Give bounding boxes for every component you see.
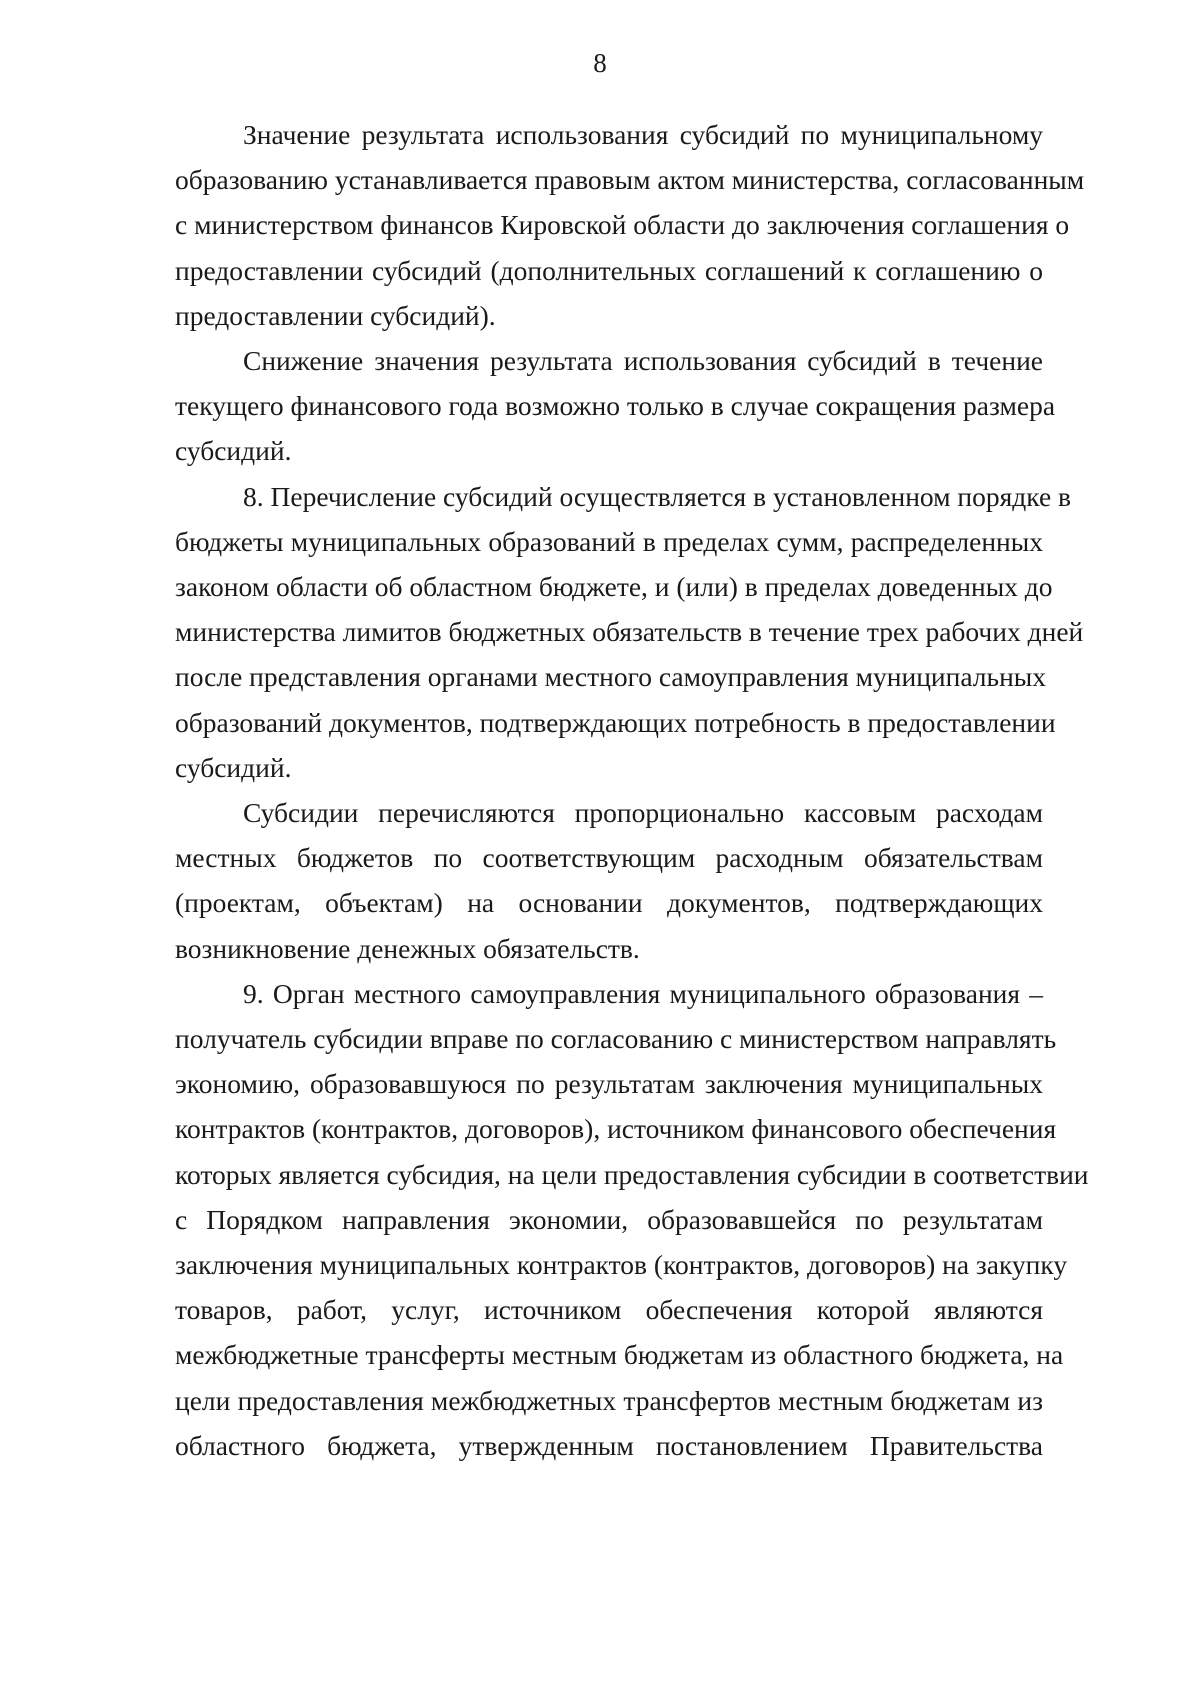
text-line: текущего финансового года возможно только в случае сокращения размера bbox=[175, 390, 1056, 422]
text-line: 9. Орган местного самоуправления муниципального образования – bbox=[243, 977, 1043, 1009]
text-line: контрактов (контрактов, договоров), источником финансового обеспечения bbox=[175, 1113, 1057, 1145]
text-line: (проектам, объектам) на основании документов, подтверждающих bbox=[175, 887, 1043, 919]
text-line: получатель субсидии вправе по согласованию с министерством направлять bbox=[175, 1023, 1057, 1055]
text-line: которых является субсидия, на цели предоставления субсидии в соответствии bbox=[175, 1158, 1089, 1190]
text-line: цели предоставления межбюджетных трансфертов местным бюджетам из bbox=[175, 1384, 1043, 1416]
text-line: Значение результата использования субсидий по муниципальному bbox=[243, 119, 1043, 150]
text-line: товаров, работ, услуг, источником обеспечения которой являются bbox=[175, 1294, 1043, 1326]
text-line: Снижение значения результата использования субсидий в течение bbox=[243, 345, 1043, 377]
text-line: местных бюджетов по соответствующим расходным обязательствам bbox=[175, 842, 1043, 874]
text-line: 8. Перечисление субсидий осуществляется в установленном порядке в bbox=[243, 480, 1072, 512]
text-line: заключения муниципальных контрактов (контрактов, договоров) на закупку bbox=[175, 1249, 1068, 1281]
text-line: образований документов, подтверждающих потребность в предоставлении bbox=[175, 706, 1056, 738]
text-line: субсидий. bbox=[175, 435, 292, 467]
text-line: предоставлении субсидий (дополнительных соглашений к соглашению о bbox=[175, 254, 1043, 286]
paragraph bbox=[175, 971, 1089, 1468]
text-line: областного бюджета, утвержденным постановлением Правительства bbox=[175, 1429, 1043, 1461]
text-line: субсидий. bbox=[175, 751, 292, 783]
text-line: с министерством финансов Кировской области до заключения соглашения о bbox=[175, 209, 1070, 241]
paragraph bbox=[175, 790, 1043, 971]
text-line: после представления органами местного самоуправления муниципальных bbox=[175, 661, 1047, 693]
text-line: законом области об областном бюджете, и (или) в пределах доведенных до bbox=[175, 571, 1053, 603]
text-line: предоставлении субсидий). bbox=[175, 299, 496, 331]
text-line: межбюджетные трансферты местным бюджетам из областного бюджета, на bbox=[175, 1339, 1064, 1371]
paragraph bbox=[175, 112, 1085, 338]
text-line: возникновение денежных обязательств. bbox=[175, 932, 640, 964]
page-number: 8 bbox=[593, 48, 607, 78]
text-line: Субсидии перечисляются пропорционально кассовым расходам bbox=[243, 797, 1043, 829]
text-line: экономию, образовавшуюся по результатам заключения муниципальных bbox=[175, 1068, 1043, 1100]
text-line: образованию устанавливается правовым актом министерства, согласованным bbox=[175, 164, 1085, 196]
text-line: с Порядком направления экономии, образовавшейся по результатам bbox=[175, 1203, 1043, 1235]
text-line: министерства лимитов бюджетных обязательств в течение трех рабочих дней bbox=[175, 616, 1084, 648]
paragraph bbox=[175, 338, 1056, 474]
text-line: бюджеты муниципальных образований в пределах сумм, распределенных bbox=[175, 525, 1043, 557]
document-body bbox=[175, 112, 1089, 1468]
paragraph bbox=[175, 474, 1084, 790]
